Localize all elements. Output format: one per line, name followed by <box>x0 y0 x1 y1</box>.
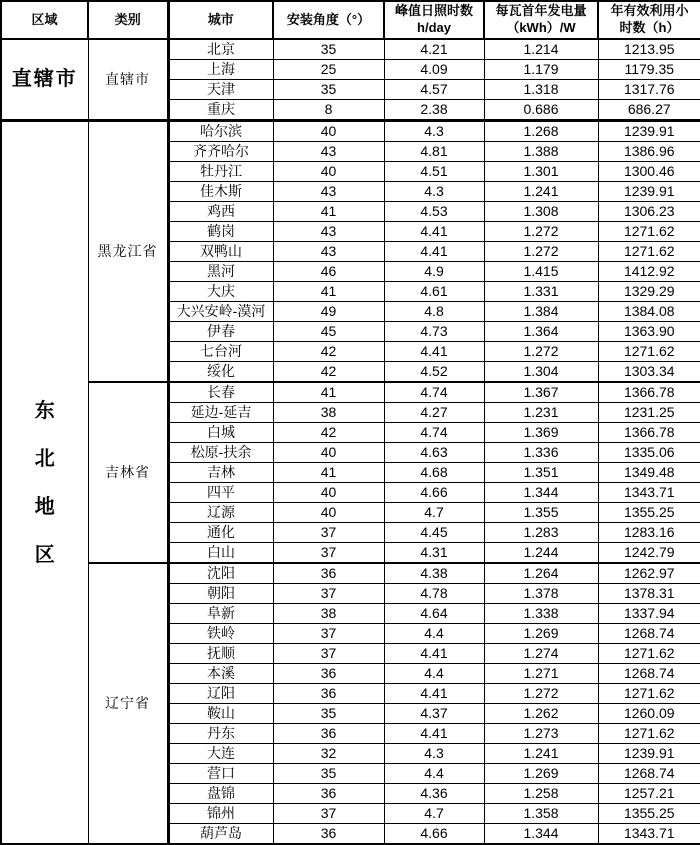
city-cell: 辽阳 <box>168 684 273 704</box>
annual_hours-cell: 1355.25 <box>598 503 700 523</box>
yield_per_w-cell: 1.241 <box>484 744 598 764</box>
yield_per_w-cell: 1.358 <box>484 804 598 824</box>
city-cell: 长春 <box>168 382 273 403</box>
peak_sun_hours-cell: 4.4 <box>384 764 484 784</box>
city-cell: 阜新 <box>168 604 273 624</box>
angle-cell: 43 <box>273 142 384 162</box>
peak_sun_hours-cell: 4.57 <box>384 80 484 100</box>
annual_hours-cell: 1366.78 <box>598 423 700 443</box>
yield_per_w-cell: 1.274 <box>484 644 598 664</box>
peak_sun_hours-cell: 4.09 <box>384 60 484 80</box>
angle-cell: 37 <box>273 804 384 824</box>
annual_hours-cell: 1343.71 <box>598 483 700 503</box>
yield_per_w-cell: 1.415 <box>484 262 598 282</box>
yield_per_w-cell: 1.241 <box>484 182 598 202</box>
annual_hours-cell: 1317.76 <box>598 80 700 100</box>
annual_hours-cell: 1335.06 <box>598 443 700 463</box>
annual_hours-cell: 1306.23 <box>598 202 700 222</box>
city-cell: 本溪 <box>168 664 273 684</box>
city-cell: 大兴安岭-漠河 <box>168 302 273 322</box>
peak_sun_hours-cell: 4.36 <box>384 784 484 804</box>
column-header-line: 安装角度（°） <box>286 11 371 27</box>
region-name-char: 北 <box>34 447 55 470</box>
region-name-char: 区 <box>34 543 55 566</box>
city-cell: 齐齐哈尔 <box>168 142 273 162</box>
column-header-region <box>1 1 88 39</box>
city-cell: 双鸭山 <box>168 242 273 262</box>
angle-cell: 40 <box>273 503 384 523</box>
yield_per_w-cell: 1.268 <box>484 121 598 142</box>
peak_sun_hours-cell: 4.64 <box>384 604 484 624</box>
peak_sun_hours-cell: 4.41 <box>384 222 484 242</box>
city-cell: 丹东 <box>168 724 273 744</box>
region-name-char: 地 <box>34 495 55 518</box>
peak_sun_hours-cell: 4.45 <box>384 523 484 543</box>
annual_hours-cell: 1213.95 <box>598 39 700 60</box>
peak_sun_hours-cell: 4.66 <box>384 824 484 845</box>
angle-cell: 42 <box>273 342 384 362</box>
angle-cell: 36 <box>273 784 384 804</box>
peak_sun_hours-cell: 4.41 <box>384 242 484 262</box>
annual_hours-cell: 1366.78 <box>598 382 700 403</box>
city-cell: 鞍山 <box>168 704 273 724</box>
annual_hours-cell: 1242.79 <box>598 543 700 564</box>
annual_hours-cell: 1271.62 <box>598 222 700 242</box>
annual_hours-cell: 1271.62 <box>598 724 700 744</box>
yield_per_w-cell: 1.272 <box>484 242 598 262</box>
angle-cell: 35 <box>273 80 384 100</box>
peak_sun_hours-cell: 4.41 <box>384 342 484 362</box>
city-cell: 大庆 <box>168 282 273 302</box>
angle-cell: 41 <box>273 202 384 222</box>
city-cell: 沈阳 <box>168 563 273 584</box>
yield_per_w-cell: 1.367 <box>484 382 598 403</box>
annual_hours-cell: 1355.25 <box>598 804 700 824</box>
angle-cell: 36 <box>273 724 384 744</box>
annual_hours-cell: 1412.92 <box>598 262 700 282</box>
peak_sun_hours-cell: 4.73 <box>384 322 484 342</box>
yield_per_w-cell: 1.283 <box>484 523 598 543</box>
angle-cell: 42 <box>273 362 384 383</box>
column-header-line: 时数（h） <box>619 20 680 35</box>
column-header-category <box>88 1 168 39</box>
annual_hours-cell: 1260.09 <box>598 704 700 724</box>
annual_hours-cell: 1384.08 <box>598 302 700 322</box>
angle-cell: 41 <box>273 282 384 302</box>
angle-cell: 46 <box>273 262 384 282</box>
yield_per_w-cell: 1.369 <box>484 423 598 443</box>
annual_hours-cell: 1363.90 <box>598 322 700 342</box>
angle-cell: 38 <box>273 403 384 423</box>
peak_sun_hours-cell: 4.4 <box>384 664 484 684</box>
peak_sun_hours-cell: 4.27 <box>384 403 484 423</box>
annual_hours-cell: 1268.74 <box>598 664 700 684</box>
peak_sun_hours-cell: 4.3 <box>384 121 484 142</box>
column-header-line: 类别 <box>114 11 141 27</box>
angle-cell: 37 <box>273 584 384 604</box>
angle-cell: 35 <box>273 39 384 60</box>
city-cell: 葫芦岛 <box>168 824 273 845</box>
city-cell: 鸡西 <box>168 202 273 222</box>
city-cell: 黑河 <box>168 262 273 282</box>
peak_sun_hours-cell: 4.68 <box>384 463 484 483</box>
city-cell: 上海 <box>168 60 273 80</box>
peak_sun_hours-cell: 2.38 <box>384 100 484 121</box>
yield_per_w-cell: 1.344 <box>484 483 598 503</box>
city-cell: 通化 <box>168 523 273 543</box>
category-cell: 辽宁省 <box>88 563 168 844</box>
city-cell: 北京 <box>168 39 273 60</box>
city-cell: 锦州 <box>168 804 273 824</box>
yield_per_w-cell: 1.336 <box>484 443 598 463</box>
angle-cell: 37 <box>273 644 384 664</box>
category-cell: 黑龙江省 <box>88 121 168 383</box>
peak_sun_hours-cell: 4.74 <box>384 382 484 403</box>
yield_per_w-cell: 1.331 <box>484 282 598 302</box>
peak_sun_hours-cell: 4.61 <box>384 282 484 302</box>
peak_sun_hours-cell: 4.66 <box>384 483 484 503</box>
annual_hours-cell: 1271.62 <box>598 342 700 362</box>
annual_hours-cell: 1268.74 <box>598 764 700 784</box>
annual_hours-cell: 1303.34 <box>598 362 700 383</box>
peak_sun_hours-cell: 4.51 <box>384 162 484 182</box>
city-cell: 延边-延吉 <box>168 403 273 423</box>
yield_per_w-cell: 1.364 <box>484 322 598 342</box>
table-header <box>1 1 700 39</box>
angle-cell: 36 <box>273 684 384 704</box>
yield_per_w-cell: 1.378 <box>484 584 598 604</box>
yield_per_w-cell: 1.269 <box>484 764 598 784</box>
region-cell: 直辖市 <box>1 39 88 121</box>
annual_hours-cell: 1239.91 <box>598 182 700 202</box>
table-body <box>1 39 700 844</box>
peak_sun_hours-cell: 4.9 <box>384 262 484 282</box>
region-name-char: 东 <box>34 399 55 422</box>
header-row <box>1 1 700 39</box>
city-cell: 伊春 <box>168 322 273 342</box>
angle-cell: 36 <box>273 824 384 845</box>
column-header-angle <box>273 1 384 39</box>
yield_per_w-cell: 1.264 <box>484 563 598 584</box>
angle-cell: 36 <box>273 563 384 584</box>
annual_hours-cell: 686.27 <box>598 100 700 121</box>
column-header-city <box>168 1 273 39</box>
yield_per_w-cell: 1.351 <box>484 463 598 483</box>
yield_per_w-cell: 1.258 <box>484 784 598 804</box>
yield_per_w-cell: 1.308 <box>484 202 598 222</box>
column-header-line: 城市 <box>207 11 234 27</box>
yield_per_w-cell: 1.384 <box>484 302 598 322</box>
city-cell: 铁岭 <box>168 624 273 644</box>
angle-cell: 40 <box>273 121 384 142</box>
angle-cell: 38 <box>273 604 384 624</box>
angle-cell: 32 <box>273 744 384 764</box>
angle-cell: 40 <box>273 483 384 503</box>
peak_sun_hours-cell: 4.3 <box>384 744 484 764</box>
column-header-yield_per_w <box>484 1 598 39</box>
annual_hours-cell: 1386.96 <box>598 142 700 162</box>
angle-cell: 45 <box>273 322 384 342</box>
city-cell: 哈尔滨 <box>168 121 273 142</box>
peak_sun_hours-cell: 4.78 <box>384 584 484 604</box>
peak_sun_hours-cell: 4.53 <box>384 202 484 222</box>
city-cell: 白城 <box>168 423 273 443</box>
yield_per_w-cell: 1.272 <box>484 222 598 242</box>
city-cell: 朝阳 <box>168 584 273 604</box>
peak_sun_hours-cell: 4.52 <box>384 362 484 383</box>
angle-cell: 35 <box>273 704 384 724</box>
peak_sun_hours-cell: 4.63 <box>384 443 484 463</box>
annual_hours-cell: 1349.48 <box>598 463 700 483</box>
city-cell: 佳木斯 <box>168 182 273 202</box>
city-cell: 牡丹江 <box>168 162 273 182</box>
annual_hours-cell: 1262.97 <box>598 563 700 584</box>
angle-cell: 42 <box>273 423 384 443</box>
yield_per_w-cell: 1.301 <box>484 162 598 182</box>
peak_sun_hours-cell: 4.41 <box>384 644 484 664</box>
yield_per_w-cell: 1.179 <box>484 60 598 80</box>
annual_hours-cell: 1283.16 <box>598 523 700 543</box>
angle-cell: 43 <box>273 222 384 242</box>
city-cell: 四平 <box>168 483 273 503</box>
yield_per_w-cell: 1.304 <box>484 362 598 383</box>
yield_per_w-cell: 1.338 <box>484 604 598 624</box>
peak_sun_hours-cell: 4.4 <box>384 624 484 644</box>
yield_per_w-cell: 1.269 <box>484 624 598 644</box>
table-row <box>1 121 700 142</box>
peak_sun_hours-cell: 4.31 <box>384 543 484 564</box>
city-cell: 七台河 <box>168 342 273 362</box>
yield_per_w-cell: 1.272 <box>484 684 598 704</box>
angle-cell: 40 <box>273 443 384 463</box>
annual_hours-cell: 1343.71 <box>598 824 700 845</box>
city-cell: 盘锦 <box>168 784 273 804</box>
city-cell: 辽源 <box>168 503 273 523</box>
column-header-line: h/day <box>417 20 451 35</box>
peak_sun_hours-cell: 4.37 <box>384 704 484 724</box>
table-row <box>1 382 700 403</box>
city-cell: 松原-扶余 <box>168 443 273 463</box>
city-cell: 大连 <box>168 744 273 764</box>
column-header-line: 峰值日照时数 <box>394 3 473 19</box>
category-cell: 吉林省 <box>88 382 168 563</box>
table-row <box>1 39 700 60</box>
angle-cell: 37 <box>273 543 384 564</box>
peak_sun_hours-cell: 4.8 <box>384 302 484 322</box>
annual_hours-cell: 1268.74 <box>598 624 700 644</box>
yield_per_w-cell: 1.272 <box>484 342 598 362</box>
angle-cell: 37 <box>273 523 384 543</box>
annual_hours-cell: 1271.62 <box>598 242 700 262</box>
yield_per_w-cell: 1.244 <box>484 543 598 564</box>
yield_per_w-cell: 1.271 <box>484 664 598 684</box>
yield_per_w-cell: 1.273 <box>484 724 598 744</box>
angle-cell: 49 <box>273 302 384 322</box>
category-cell: 直辖市 <box>88 39 168 121</box>
yield_per_w-cell: 1.214 <box>484 39 598 60</box>
angle-cell: 40 <box>273 162 384 182</box>
city-cell: 绥化 <box>168 362 273 383</box>
angle-cell: 41 <box>273 382 384 403</box>
angle-cell: 8 <box>273 100 384 121</box>
annual_hours-cell: 1179.35 <box>598 60 700 80</box>
column-header-line: 每瓦首年发电量 <box>495 3 587 19</box>
annual_hours-cell: 1337.94 <box>598 604 700 624</box>
annual_hours-cell: 1271.62 <box>598 644 700 664</box>
yield_per_w-cell: 1.318 <box>484 80 598 100</box>
column-header-annual_hours <box>598 1 700 39</box>
peak_sun_hours-cell: 4.21 <box>384 39 484 60</box>
annual_hours-cell: 1239.91 <box>598 744 700 764</box>
annual_hours-cell: 1378.31 <box>598 584 700 604</box>
yield_per_w-cell: 1.344 <box>484 824 598 845</box>
yield_per_w-cell: 1.231 <box>484 403 598 423</box>
city-cell: 鹤岗 <box>168 222 273 242</box>
city-cell: 抚顺 <box>168 644 273 664</box>
annual_hours-cell: 1300.46 <box>598 162 700 182</box>
peak_sun_hours-cell: 4.7 <box>384 804 484 824</box>
annual_hours-cell: 1257.21 <box>598 784 700 804</box>
angle-cell: 43 <box>273 242 384 262</box>
city-cell: 吉林 <box>168 463 273 483</box>
angle-cell: 25 <box>273 60 384 80</box>
peak_sun_hours-cell: 4.7 <box>384 503 484 523</box>
column-header-line: 区域 <box>31 11 58 27</box>
angle-cell: 35 <box>273 764 384 784</box>
angle-cell: 36 <box>273 664 384 684</box>
city-cell: 重庆 <box>168 100 273 121</box>
peak_sun_hours-cell: 4.81 <box>384 142 484 162</box>
angle-cell: 43 <box>273 182 384 202</box>
yield_per_w-cell: 1.388 <box>484 142 598 162</box>
column-header-peak_sun_hours <box>384 1 484 39</box>
peak_sun_hours-cell: 4.41 <box>384 684 484 704</box>
annual_hours-cell: 1239.91 <box>598 121 700 142</box>
peak_sun_hours-cell: 4.38 <box>384 563 484 584</box>
column-header-line: 年有效利用小 <box>610 3 689 19</box>
city-cell: 白山 <box>168 543 273 564</box>
peak_sun_hours-cell: 4.41 <box>384 724 484 744</box>
annual_hours-cell: 1271.62 <box>598 684 700 704</box>
peak_sun_hours-cell: 4.74 <box>384 423 484 443</box>
angle-cell: 37 <box>273 624 384 644</box>
annual_hours-cell: 1231.25 <box>598 403 700 423</box>
yield_per_w-cell: 1.262 <box>484 704 598 724</box>
peak_sun_hours-cell: 4.3 <box>384 182 484 202</box>
annual_hours-cell: 1329.29 <box>598 282 700 302</box>
angle-cell: 41 <box>273 463 384 483</box>
region-cell <box>1 121 88 845</box>
city-cell: 天津 <box>168 80 273 100</box>
column-header-line: （kWh）/W <box>506 20 576 35</box>
city-cell: 营口 <box>168 764 273 784</box>
table-row <box>1 563 700 584</box>
yield_per_w-cell: 0.686 <box>484 100 598 121</box>
yield_per_w-cell: 1.355 <box>484 503 598 523</box>
